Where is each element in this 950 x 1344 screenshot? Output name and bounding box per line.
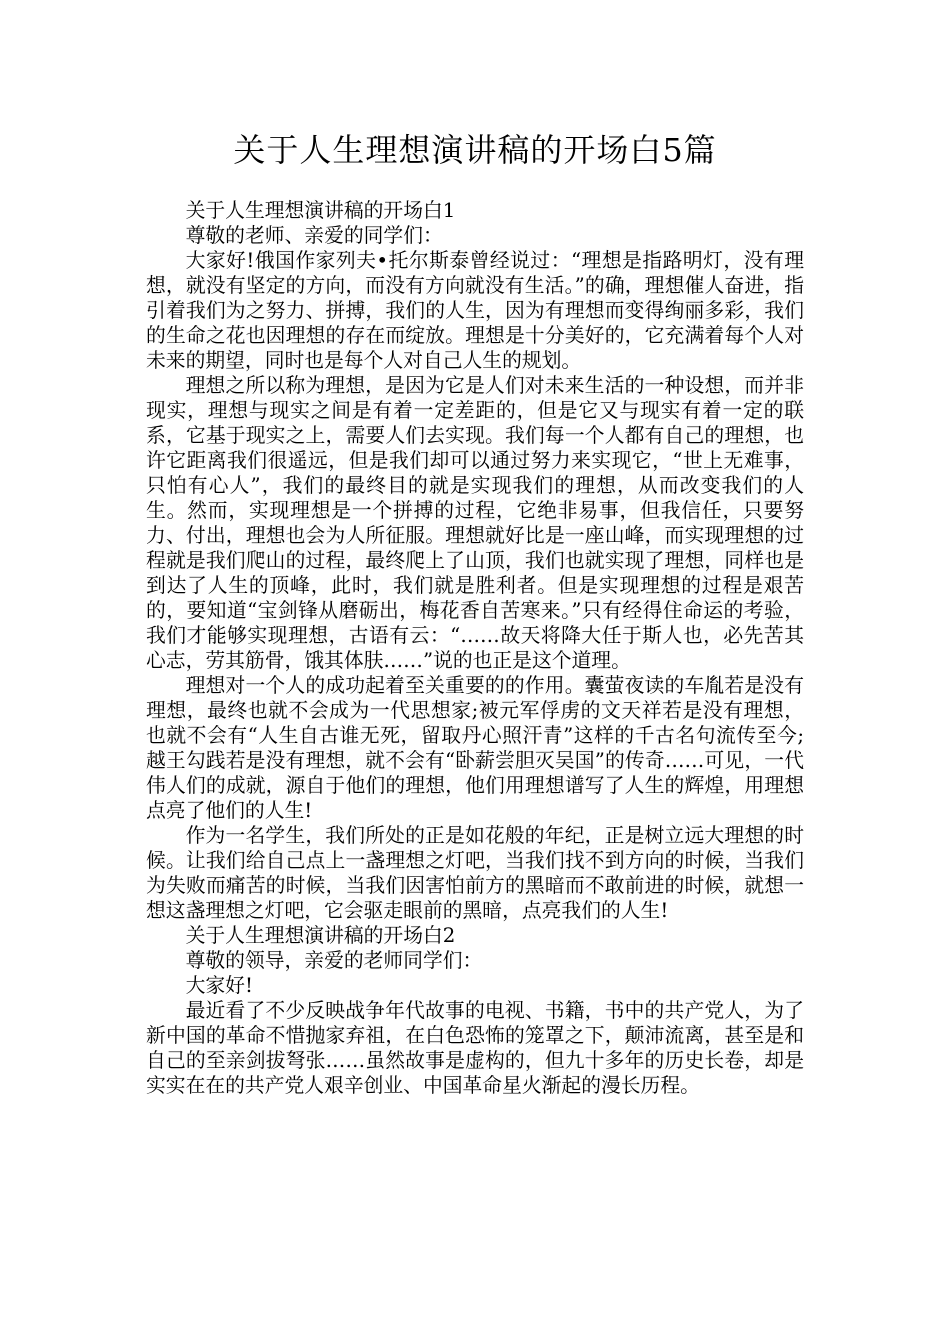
section-heading-2: 关于人生理想演讲稿的开场白2 — [185, 924, 456, 947]
body-paragraph: 理想之所以称为理想，是因为它是人们对未来生活的一种设想，而并非现实，理想与现实之间是有着一定差距的，但是它又与现实有着一定的联系，它基于现实之上，需要人们去实现。我们每一个人都有自己的理想，也许它距离我们很遥远，但是我们却可以通过努力来实现它，“世上无难事，只怕有心人”，我们的最终目的就是实现我们的理想，从而改变我们的人生。然而，实现理想是一个拼搏的过程，它绝非易事，但我信任，只要努力、付出，理想也会为人所征服。理想就好比是一座山峰，而实现理想的过程就是我们爬山的过程，最终爬上了山顶，我们也就实现了理想，同样也是到达了人生的顶峰，此时，我们就是胜利者。但是实现理想的过程是艰苦的，要知道“宝剑锋从磨砺出，梅花香自苦寒来。”只有经得住命运的考验，我们才能够实现理想，古语有云：“……故天将降大任于斯人也，必先苦其心志，劳其筋骨，饿其体肤……”说的也正是这个道理。 — [146, 374, 804, 672]
document-body — [146, 198, 804, 1098]
body-paragraph: 最近看了不少反映战争年代故事的电视、书籍，书中的共产党人，为了新中国的革命不惜抛家弃祖，在白色恐怖的笼罩之下，颠沛流离，甚至是和自己的至亲剑拔弩张……虽然故事是虚构的，但九十多年的历史长卷，却是实实在在的共产党人艰辛创业、中国革命星火渐起的漫长历程。 — [146, 999, 804, 1097]
body-paragraph: 作为一名学生，我们所处的正是如花般的年纪，正是树立远大理想的时候。让我们给自己点上一盏理想之灯吧，当我们找不到方向的时候，当我们为失败而痛苦的时候，当我们因害怕前方的黑暗而不敢前进的时候，就想一想这盏理想之灯吧，它会驱走眼前的黑暗，点亮我们的人生! — [146, 824, 804, 922]
salutation-2: 尊敬的领导，亲爱的老师同学们： — [185, 949, 483, 972]
body-paragraph: 理想对一个人的成功起着至关重要的的作用。囊萤夜读的车胤若是没有理想，最终也就不会成为一代思想家;被元军俘虏的文天祥若是没有理想，也就不会有“人生自古谁无死，留取丹心照汗青”这样的千古名句流传至今;越王勾践若是没有理想，就不会有“卧薪尝胆灭吴国”的传奇……可见，一代伟人们的成就，源自于他们的理想，他们用理想谱写了人生的辉煌，用理想点亮了他们的人生! — [146, 674, 804, 822]
salutation-1: 尊敬的老师、亲爱的同学们： — [185, 224, 443, 247]
greeting: 大家好! — [185, 974, 253, 997]
body-paragraph: 大家好!俄国作家列夫•托尔斯泰曾经说过：“理想是指路明灯，没有理想，就没有坚定的方向，而没有方向就没有生活。”的确，理想催人奋进，指引着我们为之努力、拼搏，我们的人生，因为有理想而变得绚丽多彩，我们的生命之花也因理想的存在而绽放。理想是十分美好的，它充满着每个人对未来的期望，同时也是每个人对自己人生的规划。 — [146, 249, 804, 372]
document-title: 关于人生理想演讲稿的开场白5篇 — [233, 131, 717, 169]
section-heading-1: 关于人生理想演讲稿的开场白1 — [185, 199, 456, 222]
